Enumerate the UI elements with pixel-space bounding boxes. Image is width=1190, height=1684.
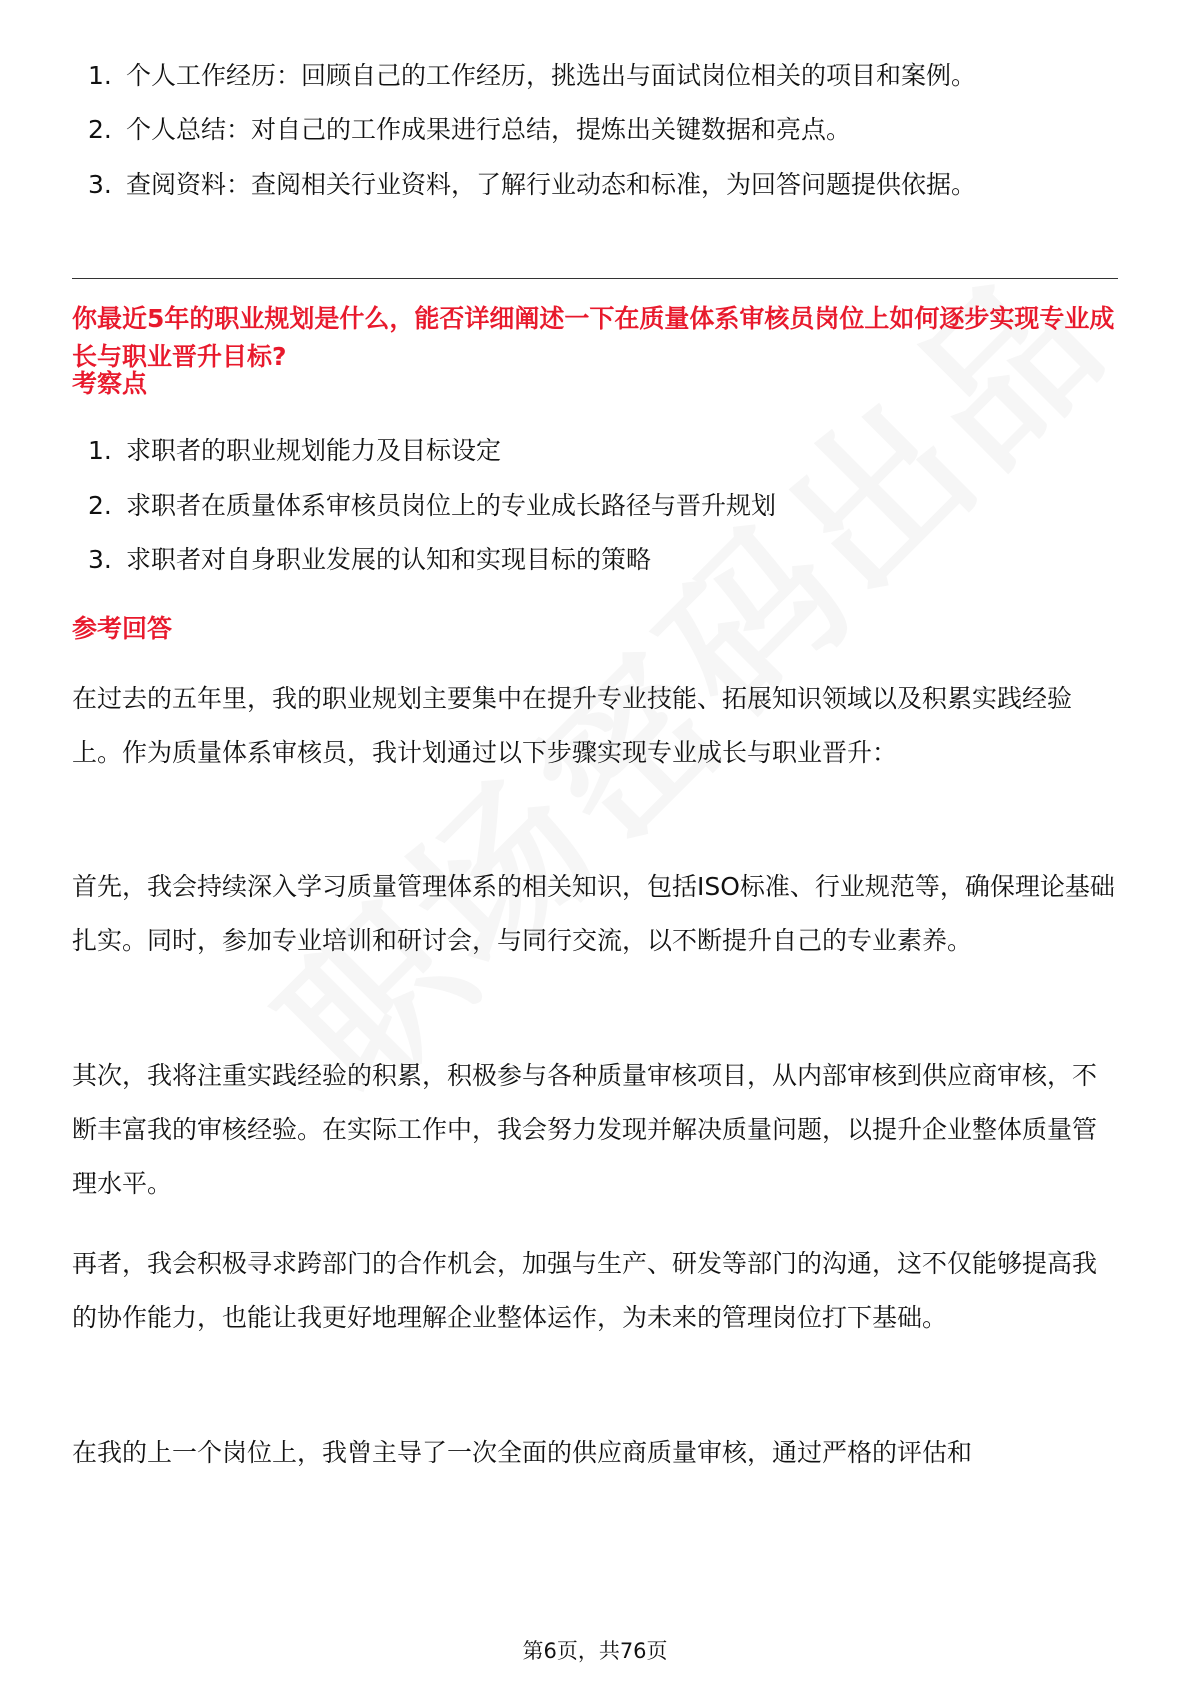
list-item xyxy=(88,434,1108,468)
list-text: 个人工作经历：回顾自己的工作经历，挑选出与面试岗位相关的项目和案例。 xyxy=(126,61,977,90)
list-text: 个人总结：对自己的工作成果进行总结，提炼出关键数据和亮点。 xyxy=(126,115,852,144)
answer-paragraph: 首先，我会持续深入学习质量管理体系的相关知识，包括ISO标准、行业规范等，确保理论基础扎实。同时，参加专业培训和研讨会，与同行交流，以不断提升自己的专业素养。 xyxy=(72,872,1115,955)
list-text: 求职者的职业规划能力及目标设定 xyxy=(126,436,502,465)
list-number: 1. xyxy=(88,61,112,90)
list-text: 查阅资料：查阅相关行业资料，了解行业动态和标准，为回答问题提供依据。 xyxy=(126,170,977,199)
reference-answer-label: 参考回答 xyxy=(72,614,173,643)
section-divider xyxy=(72,278,1118,279)
answer-paragraph: 再者，我会积极寻求跨部门的合作机会，加强与生产、研发等部门的沟通，这不仅能够提高我的协作能力，也能让我更好地理解企业整体运作，为未来的管理岗位打下基础。 xyxy=(72,1249,1098,1332)
list-text: 求职者对自身职业发展的认知和实现目标的策略 xyxy=(126,545,652,574)
exam-points-label: 考察点 xyxy=(72,369,148,398)
answer-paragraph: 其次，我将注重实践经验的积累，积极参与各种质量审核项目，从内部审核到供应商审核，不断丰富我的审核经验。在实际工作中，我会努力发现并解决质量问题，以提升企业整体质量管理水平。 xyxy=(72,1061,1098,1198)
answer-paragraph: 在我的上一个岗位上，我曾主导了一次全面的供应商质量审核，通过严格的评估和 xyxy=(72,1438,973,1467)
list-item xyxy=(88,168,1108,202)
list-item xyxy=(88,59,1108,93)
list-number: 2. xyxy=(88,115,112,144)
list-number: 3. xyxy=(88,545,112,574)
page-number: 第6页，共76页 xyxy=(522,1639,668,1663)
list-number: 3. xyxy=(88,170,112,199)
list-item xyxy=(88,113,1108,147)
list-item xyxy=(88,543,1108,577)
list-text: 求职者在质量体系审核员岗位上的专业成长路径与晋升规划 xyxy=(126,491,777,520)
list-number: 1. xyxy=(88,436,112,465)
list-item xyxy=(88,489,1108,523)
question-heading: 你最近5年的职业规划是什么，能否详细阐述一下在质量体系审核员岗位上如何逐步实现专业成长与职业晋升目标? xyxy=(72,304,1115,371)
list-number: 2. xyxy=(88,491,112,520)
answer-paragraph: 在过去的五年里，我的职业规划主要集中在提升专业技能、拓展知识领域以及积累实践经验上。作为质量体系审核员，我计划通过以下步骤实现专业成长与职业晋升： xyxy=(72,684,1073,767)
